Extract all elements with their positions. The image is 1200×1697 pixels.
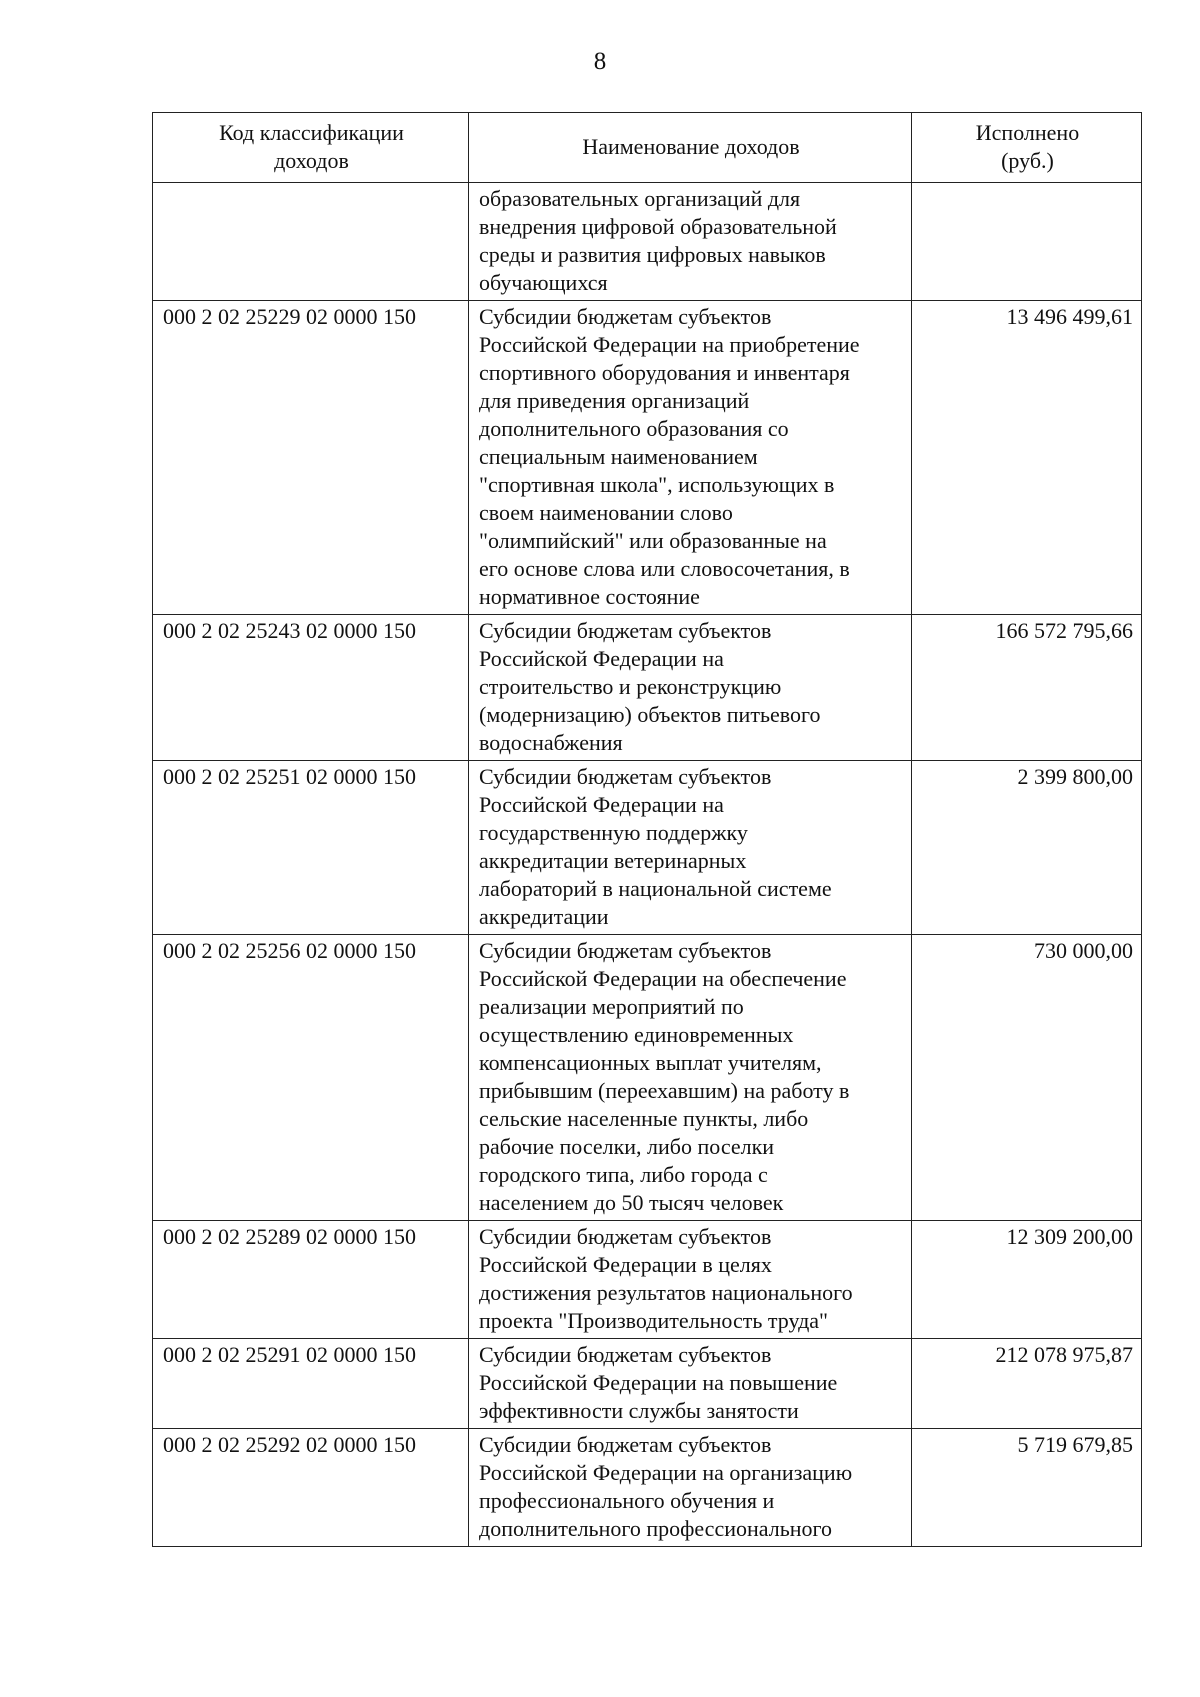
income-name-line: Субсидии бюджетам субъектов xyxy=(479,938,772,963)
income-name-line: сельские населенные пункты, либо xyxy=(479,1106,809,1131)
income-name-line: его основе слова или словосочетания, в xyxy=(479,556,850,581)
income-name-line: аккредитации xyxy=(479,904,609,929)
income-code-cell: 000 2 02 25291 02 0000 150 xyxy=(153,1339,469,1429)
header-code-line: Код классификации xyxy=(219,120,404,145)
income-name-line: (модернизацию) объектов питьевого xyxy=(479,702,821,727)
income-name-line: компенсационных выплат учителям, xyxy=(479,1050,822,1075)
income-name-line: населением до 50 тысяч человек xyxy=(479,1190,784,1215)
income-name-cell xyxy=(469,1221,912,1339)
income-code-cell: 000 2 02 25289 02 0000 150 xyxy=(153,1221,469,1339)
income-name-line: "олимпийский" или образованные на xyxy=(479,528,827,553)
income-name-line: Субсидии бюджетам субъектов xyxy=(479,1342,772,1367)
income-name-cell xyxy=(469,615,912,761)
income-code-cell: 000 2 02 25251 02 0000 150 xyxy=(153,761,469,935)
income-code-cell: 000 2 02 25229 02 0000 150 xyxy=(153,301,469,615)
header-code xyxy=(153,113,469,183)
income-name-line: государственную поддержку xyxy=(479,820,748,845)
income-name-line: водоснабжения xyxy=(479,730,623,755)
income-code-cell: 000 2 02 25243 02 0000 150 xyxy=(153,615,469,761)
table-header-row xyxy=(153,113,1142,183)
income-name-line: строительство и реконструкцию xyxy=(479,674,782,699)
income-table xyxy=(152,112,1142,1547)
table-row xyxy=(153,1429,1142,1547)
page-number: 8 xyxy=(593,48,607,75)
executed-amount-cell: 212 078 975,87 xyxy=(912,1339,1142,1429)
table-row xyxy=(153,761,1142,935)
income-name-line: осуществлению единовременных xyxy=(479,1022,794,1047)
executed-amount-cell: 2 399 800,00 xyxy=(912,761,1142,935)
income-name-line: Российской Федерации на организацию xyxy=(479,1460,853,1485)
income-code-cell: 000 2 02 25256 02 0000 150 xyxy=(153,935,469,1221)
income-name-line: Субсидии бюджетам субъектов xyxy=(479,304,772,329)
income-name-line: специальным наименованием xyxy=(479,444,758,469)
income-name-cell xyxy=(469,1339,912,1429)
income-name-line: городского типа, либо города с xyxy=(479,1162,768,1187)
executed-amount-cell: 166 572 795,66 xyxy=(912,615,1142,761)
header-name xyxy=(469,113,912,183)
income-name-line: среды и развития цифровых навыков xyxy=(479,242,826,267)
header-name-line: Наименование доходов xyxy=(582,134,800,159)
table-row xyxy=(153,935,1142,1221)
executed-amount-cell: 12 309 200,00 xyxy=(912,1221,1142,1339)
table-row xyxy=(153,301,1142,615)
income-name-line: Субсидии бюджетам субъектов xyxy=(479,1224,772,1249)
income-name-line: Российской Федерации на приобретение xyxy=(479,332,860,357)
income-name-line: Субсидии бюджетам субъектов xyxy=(479,618,772,643)
income-name-line: реализации мероприятий по xyxy=(479,994,744,1019)
table-body xyxy=(153,183,1142,1547)
income-name-line: Российской Федерации на xyxy=(479,792,724,817)
income-name-line: достижения результатов национального xyxy=(479,1280,853,1305)
income-name-line: нормативное состояние xyxy=(479,584,700,609)
income-name-line: Российской Федерации в целях xyxy=(479,1252,772,1277)
table-row xyxy=(153,183,1142,301)
income-name-cell xyxy=(469,183,912,301)
income-name-line: Российской Федерации на повышение xyxy=(479,1370,838,1395)
executed-amount-cell xyxy=(912,183,1142,301)
income-name-line: внедрения цифровой образовательной xyxy=(479,214,837,239)
income-name-line: дополнительного образования со xyxy=(479,416,789,441)
income-name-line: рабочие поселки, либо поселки xyxy=(479,1134,775,1159)
header-amount xyxy=(912,113,1142,183)
income-name-line: аккредитации ветеринарных xyxy=(479,848,747,873)
income-name-line: прибывшим (переехавшим) на работу в xyxy=(479,1078,850,1103)
income-code-cell xyxy=(153,183,469,301)
income-name-line: Российской Федерации на xyxy=(479,646,724,671)
header-code-line: доходов xyxy=(274,148,349,173)
income-name-line: "спортивная школа", использующих в xyxy=(479,472,835,497)
income-name-line: для приведения организаций xyxy=(479,388,750,413)
income-name-line: профессионального обучения и xyxy=(479,1488,775,1513)
income-name-line: Российской Федерации на обеспечение xyxy=(479,966,847,991)
executed-amount-cell: 13 496 499,61 xyxy=(912,301,1142,615)
income-name-line: Субсидии бюджетам субъектов xyxy=(479,1432,772,1457)
executed-amount-cell: 5 719 679,85 xyxy=(912,1429,1142,1547)
income-name-cell xyxy=(469,1429,912,1547)
income-name-line: своем наименовании слово xyxy=(479,500,733,525)
income-name-line: образовательных организаций для xyxy=(479,186,801,211)
income-name-line: спортивного оборудования и инвентаря xyxy=(479,360,850,385)
income-name-cell xyxy=(469,301,912,615)
income-name-line: обучающихся xyxy=(479,270,608,295)
income-name-line: проекта "Производительность труда" xyxy=(479,1308,829,1333)
income-name-cell xyxy=(469,935,912,1221)
income-name-line: Субсидии бюджетам субъектов xyxy=(479,764,772,789)
income-name-line: дополнительного профессионального xyxy=(479,1516,832,1541)
income-name-line: лабораторий в национальной системе xyxy=(479,876,832,901)
table-row xyxy=(153,1339,1142,1429)
table-row xyxy=(153,1221,1142,1339)
header-amount-line: (руб.) xyxy=(1001,148,1054,173)
table-row xyxy=(153,615,1142,761)
header-amount-line: Исполнено xyxy=(975,120,1080,145)
executed-amount-cell: 730 000,00 xyxy=(912,935,1142,1221)
income-name-line: эффективности службы занятости xyxy=(479,1398,799,1423)
income-code-cell: 000 2 02 25292 02 0000 150 xyxy=(153,1429,469,1547)
income-name-cell xyxy=(469,761,912,935)
